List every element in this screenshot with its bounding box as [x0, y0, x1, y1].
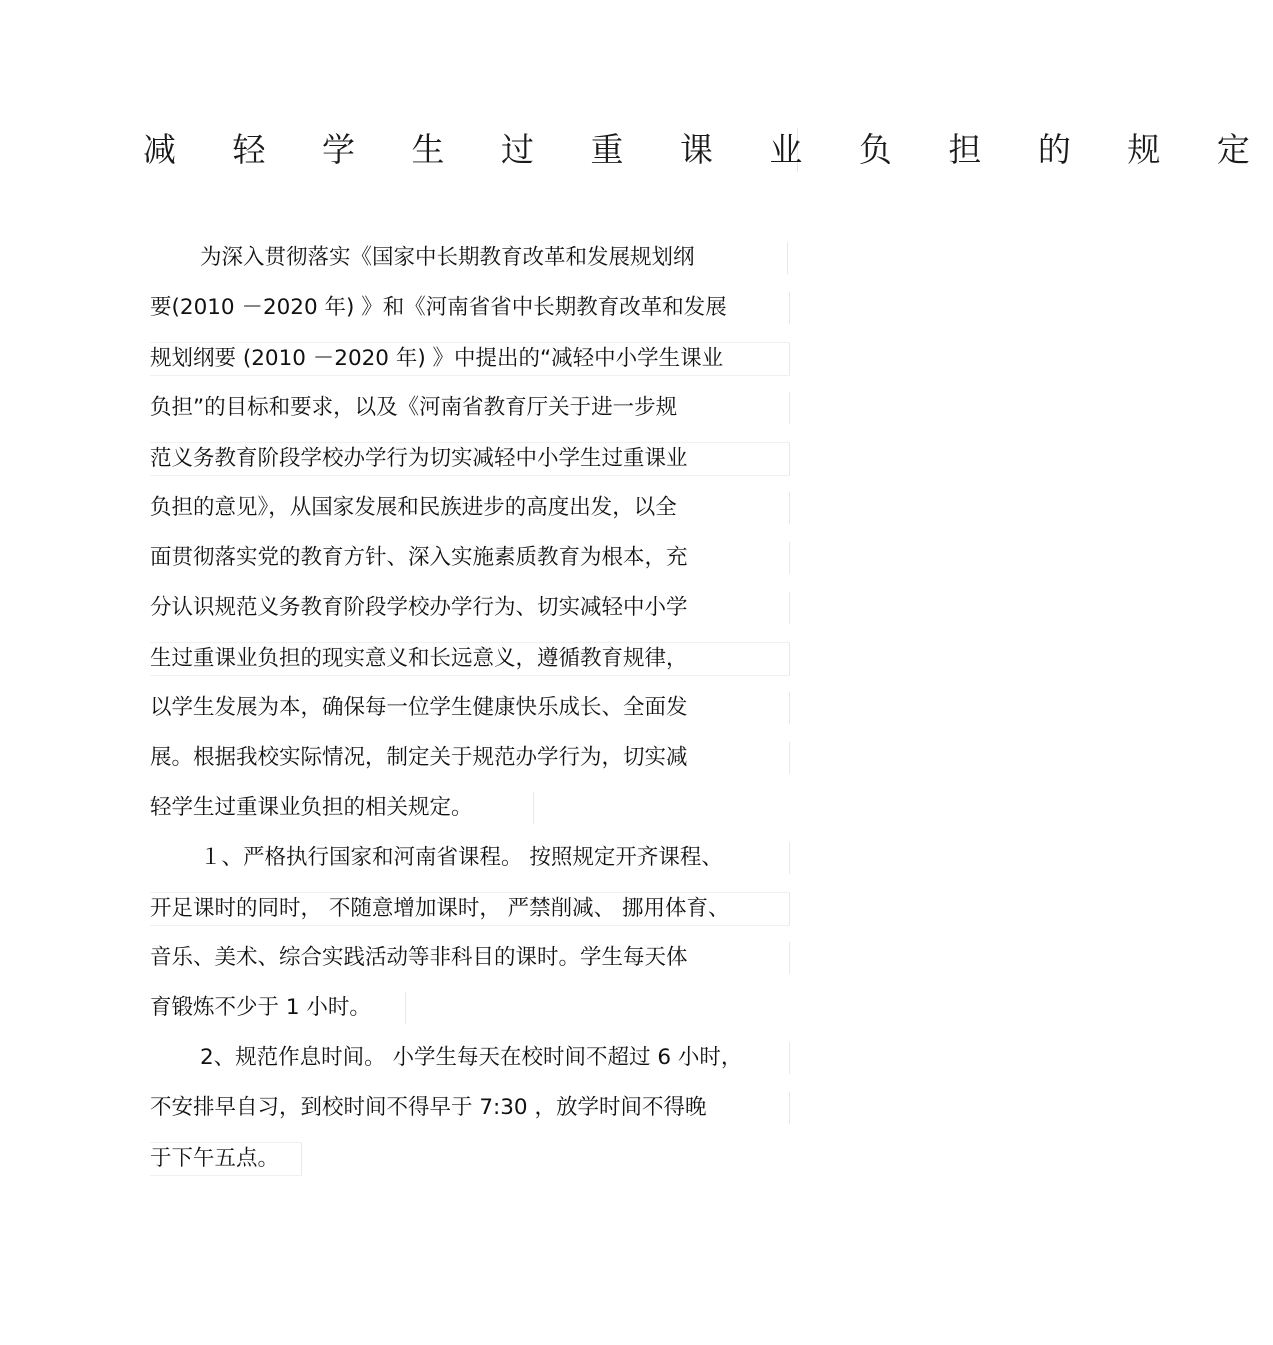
item1-line: 开足课时的同时， 不随意增加课时， 严禁削减、 挪用体育、: [150, 892, 790, 926]
paragraph-line: 分认识规范义务教育阶段学校办学行为、切实减轻中小学: [150, 592, 790, 624]
item1-line: 音乐、美术、综合实践活动等非科目的课时。学生每天体: [150, 942, 790, 974]
paragraph-line: 生过重课业负担的现实意义和长远意义，遵循教育规律，: [150, 642, 790, 676]
paragraph-line: 要(2010 －2020 年) 》和《河南省省中长期教育改革和发展: [150, 292, 790, 324]
paragraph-line: 面贯彻落实党的教育方针、深入实施素质教育为根本，充: [150, 542, 790, 574]
paragraph-line: 为深入贯彻落实《国家中长期教育改革和发展规划纲: [200, 242, 788, 274]
item2-line: 2、规范作息时间。 小学生每天在校时间不超过 6 小时，: [200, 1042, 790, 1074]
paragraph-line: 以学生发展为本，确保每一位学生健康快乐成长、全面发: [150, 692, 790, 724]
item2-line: 不安排早自习，到校时间不得早于 7:30 ，放学时间不得晚: [150, 1092, 790, 1124]
paragraph-line: 负担”的目标和要求，以及《河南省教育厅关于进一步规: [150, 392, 790, 424]
item2-line: 于下午五点。: [150, 1142, 302, 1176]
paragraph-line: 负担的意见》，从国家发展和民族进步的高度出发，以全: [150, 492, 790, 524]
paragraph-line: 范义务教育阶段学校办学行为切实减轻中小学生过重课业: [150, 442, 790, 476]
paragraph-line: 规划纲要 (2010 －2020 年) 》中提出的“减轻中小学生课业: [150, 342, 790, 376]
document-title: 减 轻 学 生 过 重 课 业 负 担 的 规 定: [143, 128, 798, 172]
item1-line: 育锻炼不少于 1 小时。: [150, 992, 406, 1024]
paragraph-line: 展。根据我校实际情况，制定关于规范办学行为，切实减: [150, 742, 790, 774]
paragraph-line: 轻学生过重课业负担的相关规定。: [150, 792, 534, 824]
item1-line: １、严格执行国家和河南省课程。 按照规定开齐课程、: [200, 842, 790, 874]
